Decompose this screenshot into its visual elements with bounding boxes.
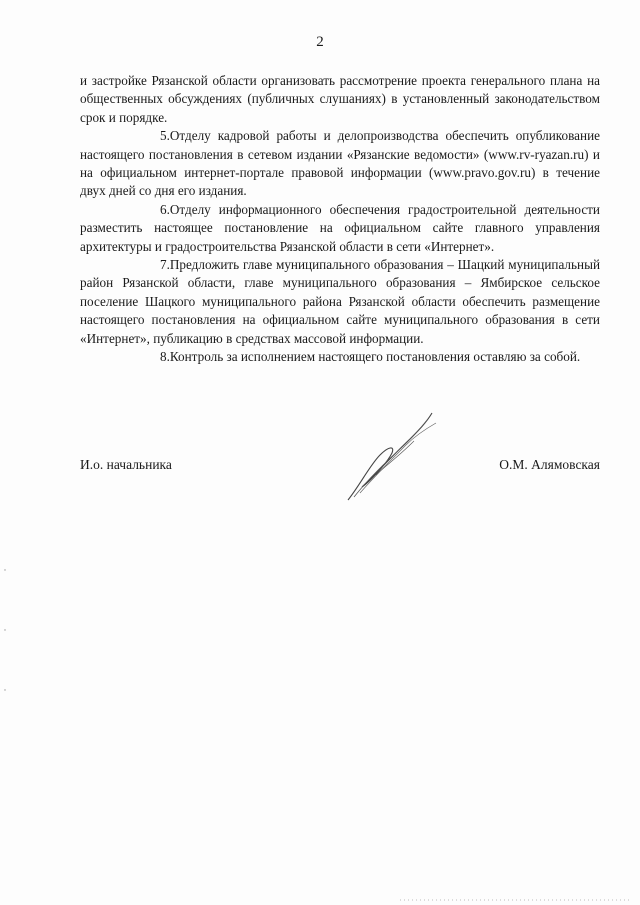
item-number: 6. [160,201,170,217]
signer-name: О.М. Алямовская [499,457,600,472]
document-body [80,72,600,367]
signer-position: И.о. начальника [80,457,172,472]
paragraph-item-7 [80,256,600,348]
item-number: 5. [160,128,170,144]
paragraph-continuation: и застройке Рязанской области организовать рассмотрение проекта генерального плана на общественных обсуждениях (публичных слушаниях) в установленный законодательством срок и порядке. [80,73,600,125]
item-number: 7. [160,257,170,273]
item-text: Контроль за исполнением настоящего постановления оставляю за собой. [169,349,581,365]
paragraph-item-8 [80,348,600,366]
paragraph-item-5 [80,127,600,201]
paragraph-item-6 [80,201,600,256]
scan-bottom-dots [400,898,630,902]
item-number: 8. [160,349,170,365]
page-number: 2 [316,34,324,50]
item-text: Предложить главе муниципального образования – Шацкий муниципальный район Рязанской области, главе муниципального образования – Ямбирское сельское поселение Шацкого муниципального района Рязанской области обеспечить размещение настоящего постановления на официальном сайте муниципального образования в сети «Интернет», публикацию в средствах массовой информации. [80,257,600,346]
item-text: Отделу кадровой работы и делопроизводства обеспечить опубликование настоящего постановления в сетевом издании «Рязанские ведомости» (www.rv-ryazan.ru) и на официальном интернет-портале правовой информации (www.pravo.gov.ru) в течение двух дней со дня его издания. [80,128,600,199]
scan-edge-marks [2,560,8,710]
item-text: Отделу информационного обеспечения градостроительной деятельности разместить настоящее постановление на официальном сайте главного управления архитектуры и градостроительства Рязанской области в сети «Интернет». [80,201,600,254]
handwritten-signature [340,405,440,505]
